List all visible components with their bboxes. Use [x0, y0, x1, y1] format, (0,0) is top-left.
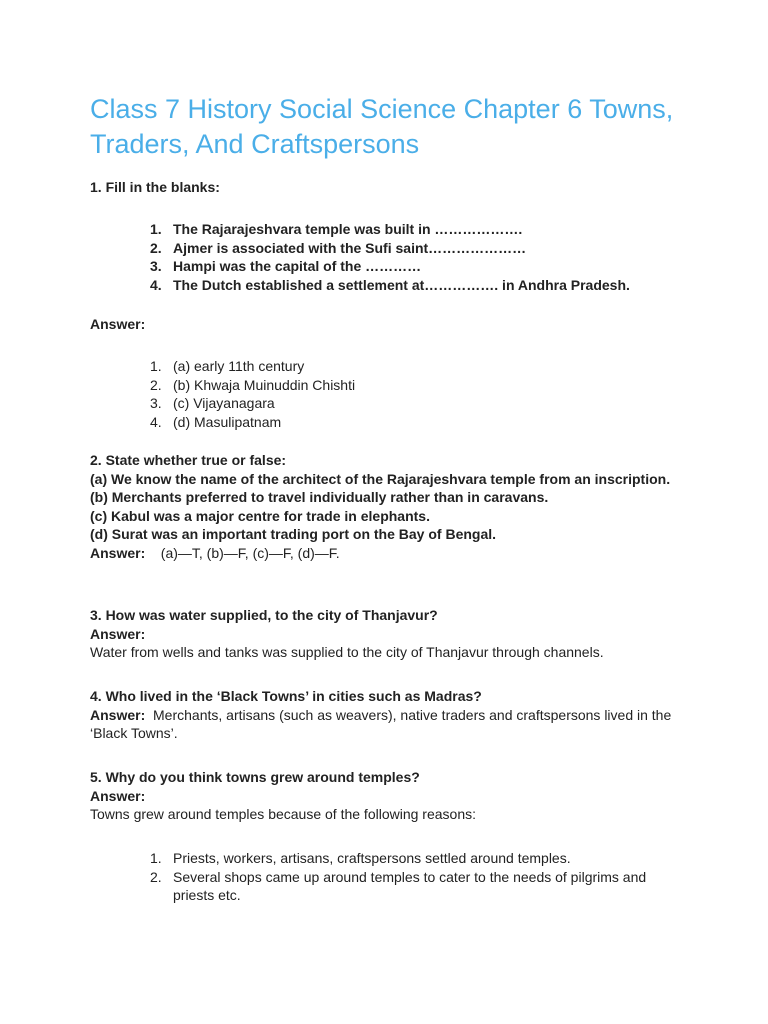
answer-label: Answer: [90, 787, 146, 804]
q2-section [90, 451, 680, 562]
answer-label: Answer: [90, 625, 146, 642]
q1-answer-label: Answer: [90, 316, 146, 332]
answer-label: Answer: [90, 544, 146, 561]
answer-text: Merchants, artisans (such as weavers), native traders and craftspersons lived in the ‘Black Towns’. [90, 706, 672, 741]
q5-heading: 5. Why do you think towns grew around temples? [90, 769, 420, 785]
q3-section [90, 606, 680, 662]
list-item: 2. Several shops came up around temples to cater to the needs of pilgrims and priests etc. [150, 868, 647, 903]
q5-section [90, 768, 680, 824]
q1-answers-list [90, 357, 680, 431]
list-item: 4. (d) Masulipatnam [150, 413, 282, 430]
q2-answer [90, 544, 680, 563]
list-item: 3. Hampi was the capital of the ………… [150, 258, 422, 274]
q2-statement-a: (a) We know the name of the architect of the Rajarajeshvara temple from an inscription. [90, 470, 671, 487]
q2-heading: 2. State whether true or false: [90, 452, 287, 468]
q3-heading: 3. How was water supplied, to the city of Thanjavur? [90, 607, 438, 623]
q2-statement-d: (d) Surat was an important trading port on the Bay of Bengal. [90, 526, 497, 542]
q2-statement-c: (c) Kabul was a major centre for trade in elephants. [90, 507, 430, 524]
answer-label: Answer: [90, 706, 146, 723]
q1-heading: 1. Fill in the blanks: [90, 179, 220, 195]
list-item: 2. Ajmer is associated with the Sufi saint………………… [150, 239, 527, 256]
q5-points-list [90, 849, 690, 905]
list-item: 4. The Dutch established a settlement at……………. in Andhra Pradesh. [150, 276, 630, 293]
answer-intro: Towns grew around temples because of the following reasons: [90, 806, 476, 822]
list-item: 1. (a) early 11th century [150, 358, 305, 374]
q1-questions-list [90, 220, 680, 294]
answer-text: (a)—T, (b)—F, (c)—F, (d)—F. [160, 544, 340, 561]
list-item: 2. (b) Khwaja Muinuddin Chishti [150, 376, 356, 393]
list-item: 3. (c) Vijayanagara [150, 395, 275, 411]
list-item: 1. Priests, workers, artisans, craftspersons settled around temples. [150, 850, 571, 866]
q2-statement-b: (b) Merchants preferred to travel individually rather than in caravans. [90, 489, 549, 505]
q4-answer [90, 706, 680, 743]
list-item: 1. The Rajarajeshvara temple was built in ………………. [150, 221, 523, 237]
page-title: Class 7 History Social Science Chapter 6 Towns, Traders, And Craftspersons [90, 94, 674, 159]
q4-heading: 4. Who lived in the ‘Black Towns’ in cities such as Madras? [90, 688, 482, 704]
q4-section [90, 687, 680, 743]
answer-text: Water from wells and tanks was supplied to the city of Thanjavur through channels. [90, 644, 604, 660]
